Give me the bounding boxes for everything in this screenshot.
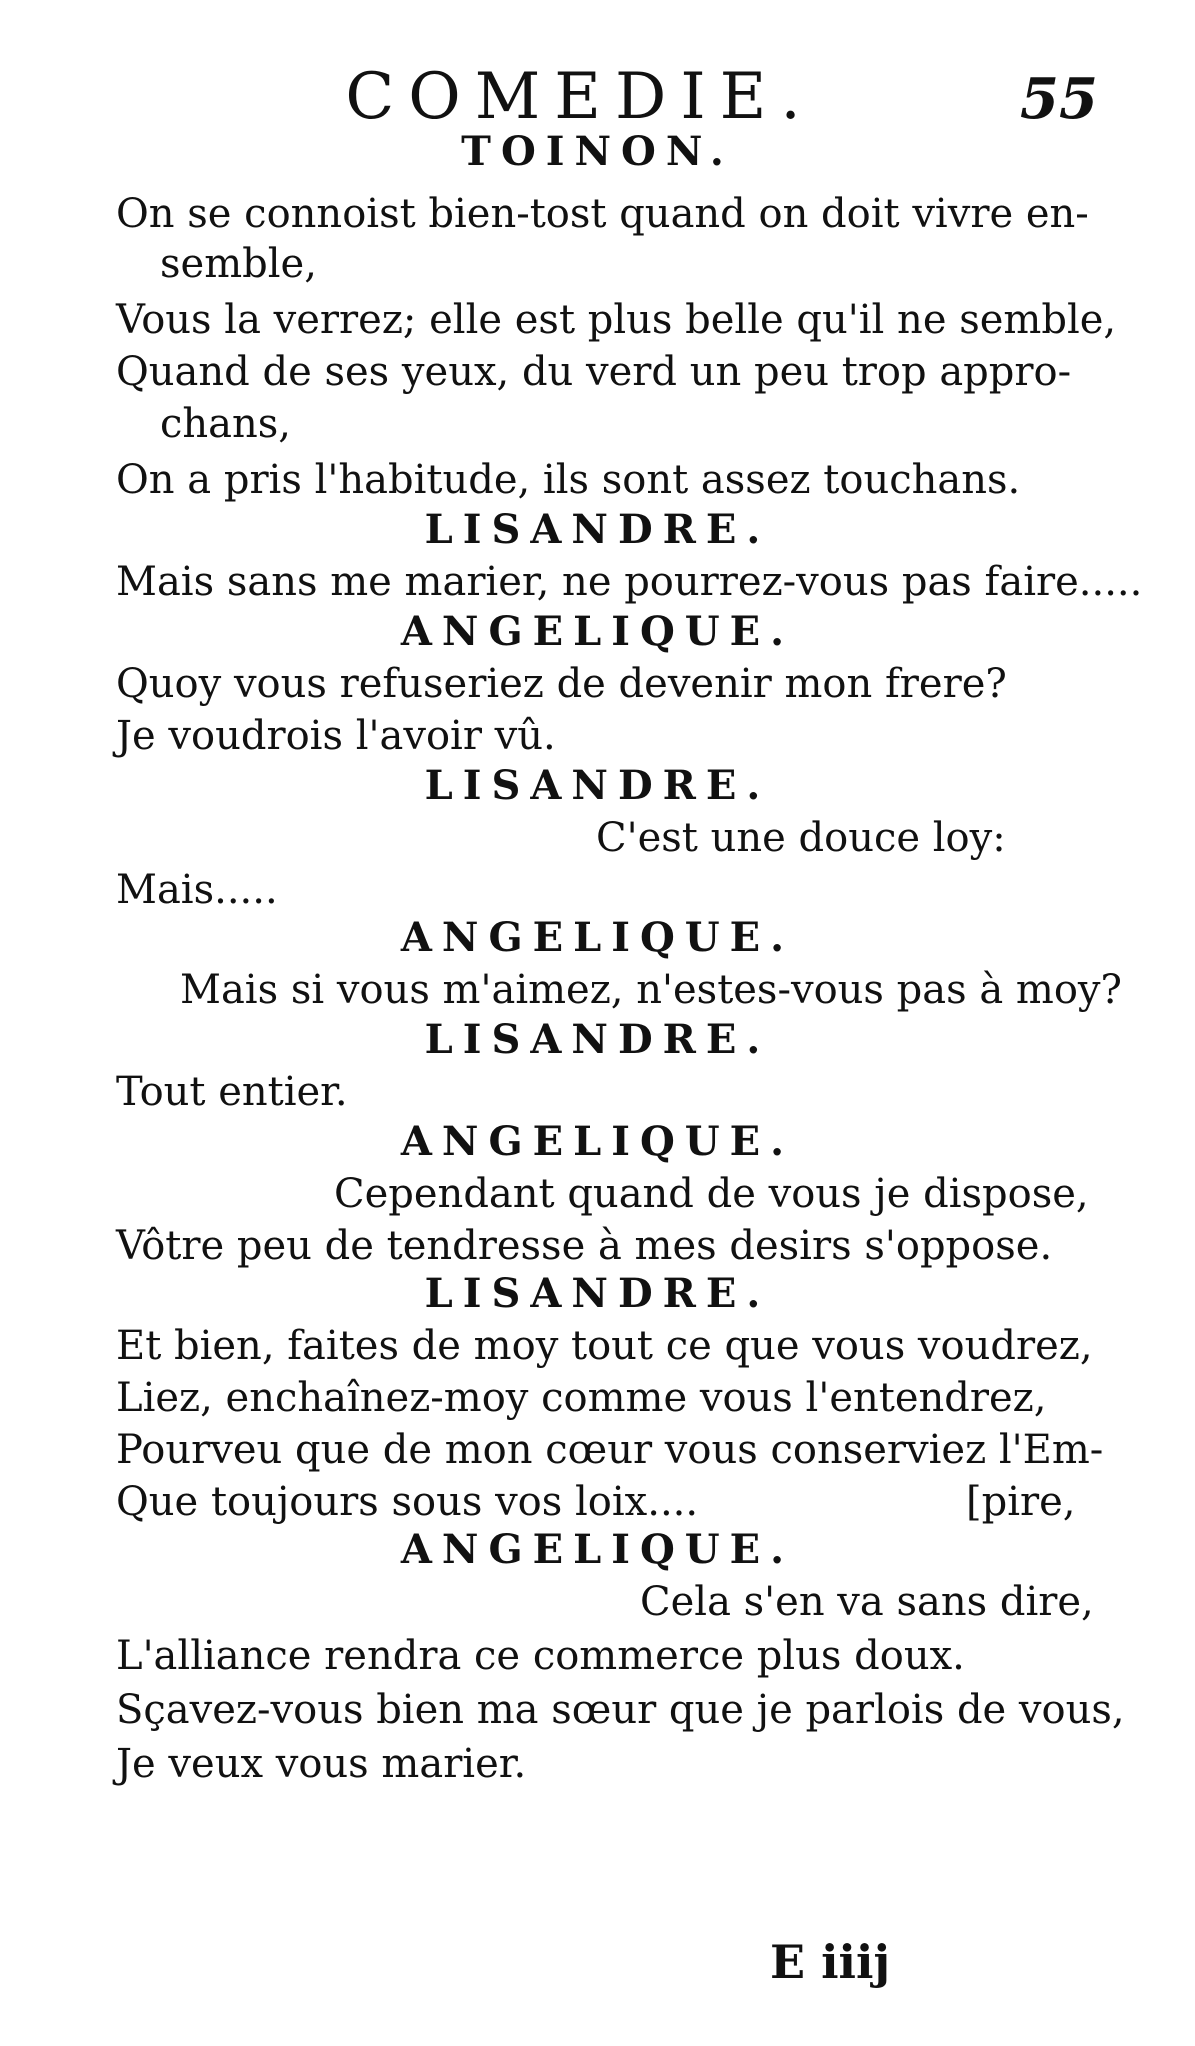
running-title: COMEDIE.: [345, 60, 815, 134]
verse-line: Tout entier.: [116, 1069, 348, 1115]
speaker-heading: ANGELIQUE.: [400, 608, 795, 655]
verse-line-turnover: [pire,: [966, 1479, 1076, 1525]
verse-line: Liez, enchaînez-moy comme vous l'entendrez,: [116, 1375, 1047, 1421]
verse-line: Quoy vous refuseriez de devenir mon frere?: [116, 661, 1007, 707]
verse-line: Que toujours sous vos loix....: [116, 1479, 699, 1525]
speaker-heading: ANGELIQUE.: [400, 1526, 795, 1573]
verse-line: Vous la verrez; elle est plus belle qu'il ne semble,: [116, 297, 1117, 343]
speaker-heading: LISANDRE.: [424, 1270, 771, 1317]
speaker-heading: LISANDRE.: [424, 762, 771, 809]
verse-line: Cependant quand de vous je dispose,: [334, 1171, 1089, 1217]
verse-line: Je voudrois l'avoir vû.: [116, 713, 556, 759]
verse-line: Je veux vous marier.: [116, 1741, 527, 1787]
verse-line: Vôtre peu de tendresse à mes desirs s'oppose.: [116, 1223, 1053, 1269]
verse-line: L'alliance rendra ce commerce plus doux.: [116, 1633, 965, 1679]
verse-line: On se connoist bien-tost quand on doit vivre en-: [116, 191, 1089, 237]
verse-line: Mais si vous m'aimez, n'estes-vous pas à moy?: [180, 967, 1122, 1013]
verse-line: On a pris l'habitude, ils sont assez touchans.: [116, 457, 1021, 503]
verse-line: C'est une douce loy:: [596, 815, 1006, 861]
verse-line: Mais.....: [116, 867, 278, 913]
verse-line: Sçavez-vous bien ma sœur que je parlois de vous,: [116, 1687, 1125, 1733]
verse-line: semble,: [160, 241, 317, 287]
verse-line: Mais sans me marier, ne pourrez-vous pas faire.....: [116, 559, 1143, 605]
verse-line: Pourveu que de mon cœur vous conserviez l'Em-: [116, 1427, 1104, 1473]
signature-mark: E iiij: [770, 1935, 891, 1989]
speaker-heading: LISANDRE.: [424, 1016, 771, 1063]
speaker-heading: ANGELIQUE.: [400, 1118, 795, 1165]
verse-line: Quand de ses yeux, du verd un peu trop appro-: [116, 349, 1072, 395]
page-number: 55: [1020, 66, 1098, 132]
speaker-heading: TOINON.: [461, 128, 734, 175]
speaker-heading: LISANDRE.: [424, 506, 771, 553]
verse-line: Et bien, faites de moy tout ce que vous voudrez,: [116, 1323, 1093, 1369]
verse-line: Cela s'en va sans dire,: [640, 1579, 1094, 1625]
speaker-heading: ANGELIQUE.: [400, 914, 795, 961]
verse-line: chans,: [160, 401, 292, 447]
